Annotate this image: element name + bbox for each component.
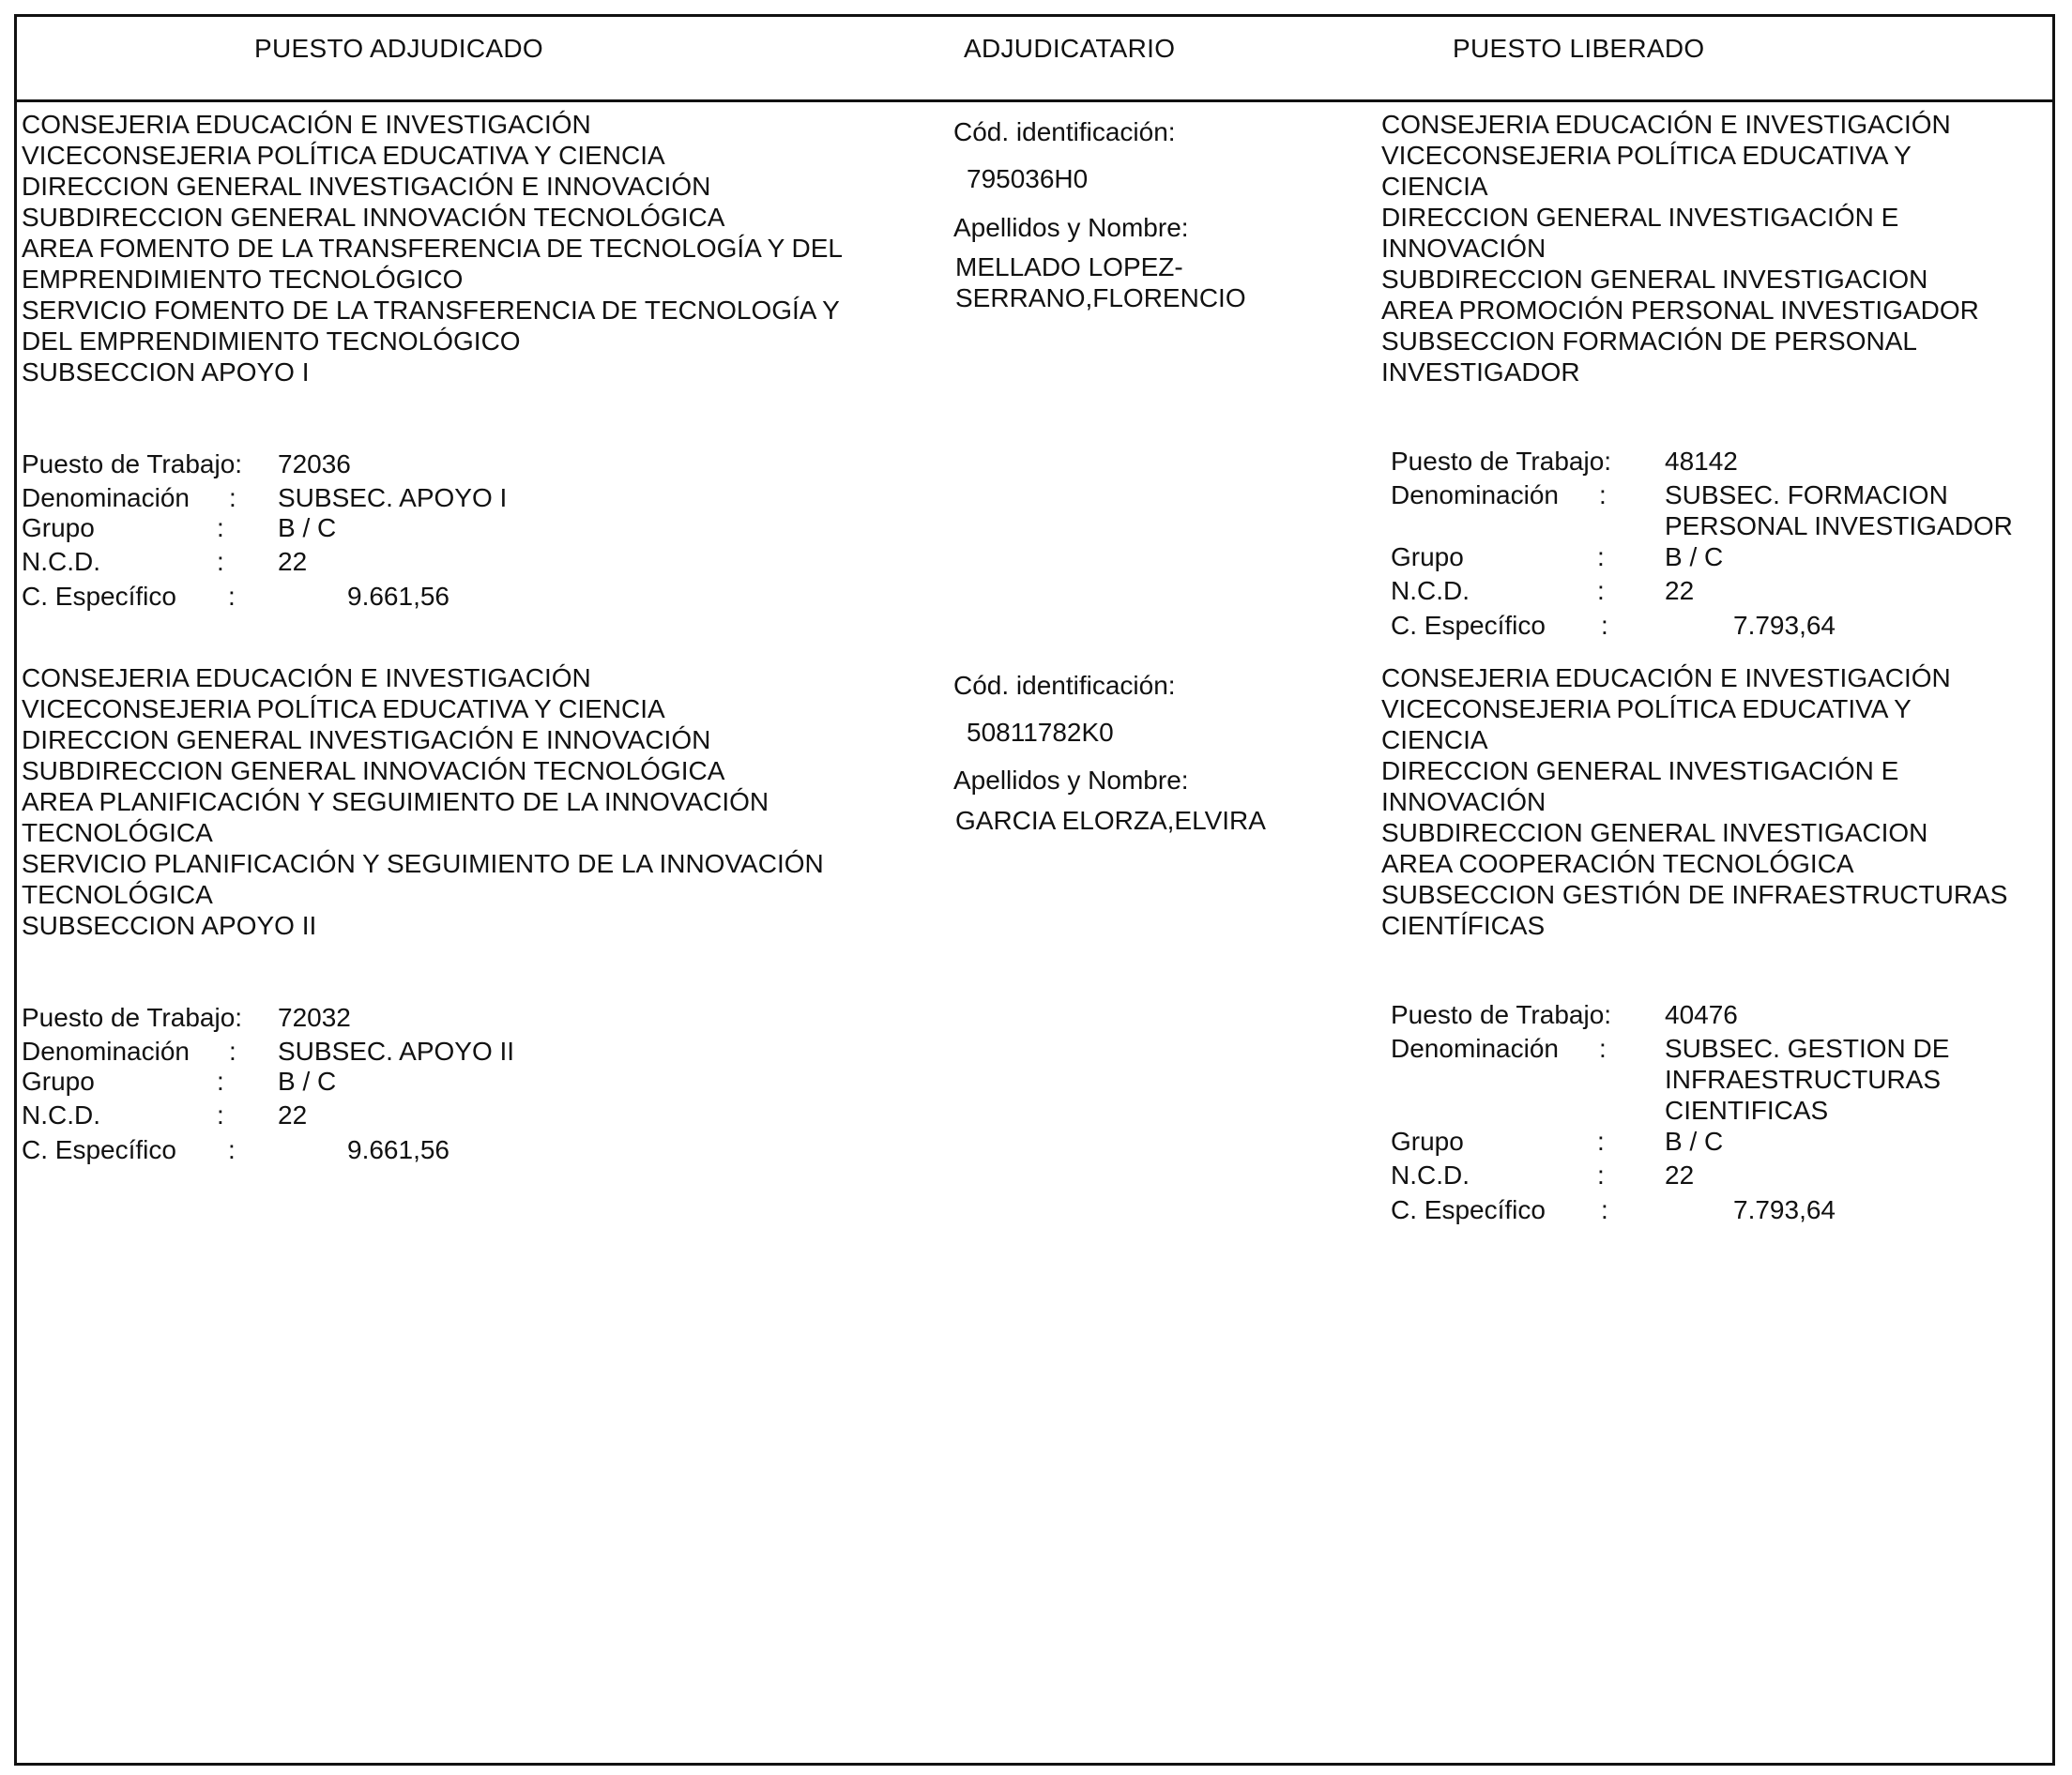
entry1-adjudicado-fields <box>22 448 585 617</box>
c-especifico-value: 9.661,56 <box>347 582 449 611</box>
header-divider <box>14 99 2055 102</box>
org-line: CONSEJERIA EDUCACIÓN E INVESTIGACIÓN <box>22 663 591 692</box>
grupo-label: Grupo <box>22 1067 95 1096</box>
puesto-trabajo-label: Puesto de Trabajo: <box>1391 1000 1612 1029</box>
entry2-cod-label: Cód. identificación: <box>953 671 1176 700</box>
org-line: SUBSECCION FORMACIÓN DE PERSONAL <box>1381 326 1917 356</box>
ncd-label: N.C.D. <box>22 1100 100 1130</box>
org-line: DIRECCION GENERAL INVESTIGACIÓN E <box>1381 203 1899 232</box>
org-line: SUBDIRECCION GENERAL INVESTIGACION <box>1381 818 1928 847</box>
colon: : <box>217 1100 224 1130</box>
c-especifico-label: C. Específico <box>1391 1195 1546 1224</box>
entry2-liberado-org <box>1381 662 2007 941</box>
denominacion-value-line: SUBSEC. GESTION DE <box>1665 1034 1950 1063</box>
nombre-line: GARCIA ELORZA,ELVIRA <box>955 806 1266 835</box>
org-line: DIRECCION GENERAL INVESTIGACIÓN E INNOVACIÓN <box>22 725 711 754</box>
ncd-value: 22 <box>278 1100 308 1130</box>
colon: : <box>1599 480 1607 509</box>
puesto-trabajo-value: 72032 <box>278 1003 351 1032</box>
org-line: VICECONSEJERIA POLÍTICA EDUCATIVA Y <box>1381 694 1912 723</box>
org-line: TECNOLÓGICA <box>22 818 213 847</box>
org-line: CIENTÍFICAS <box>1381 911 1546 940</box>
entry1-liberado-org <box>1381 109 1979 387</box>
org-line: DIRECCION GENERAL INVESTIGACIÓN E <box>1381 756 1899 785</box>
colon: : <box>228 582 236 611</box>
org-line: CONSEJERIA EDUCACIÓN E INVESTIGACIÓN <box>22 110 591 139</box>
org-line: TECNOLÓGICA <box>22 880 213 909</box>
entry1-liberado-fields <box>1391 446 2048 652</box>
puesto-trabajo-value: 40476 <box>1665 1000 1738 1029</box>
denominacion-label: Denominación <box>1391 480 1559 509</box>
header-adjudicatario: ADJUDICATARIO <box>964 34 1176 63</box>
puesto-trabajo-value: 72036 <box>278 449 351 478</box>
colon: : <box>217 1067 224 1096</box>
denominacion-label: Denominación <box>22 1037 190 1066</box>
denominacion-value-line: INFRAESTRUCTURAS <box>1665 1065 1942 1094</box>
org-line: INNOVACIÓN <box>1381 787 1546 816</box>
ncd-label: N.C.D. <box>1391 1161 1470 1190</box>
header-puesto-adjudicado: PUESTO ADJUDICADO <box>254 34 543 63</box>
denominacion-value-line: CIENTIFICAS <box>1665 1096 1829 1125</box>
org-line: SUBDIRECCION GENERAL INNOVACIÓN TECNOLÓGICA <box>22 203 725 232</box>
org-line: VICECONSEJERIA POLÍTICA EDUCATIVA Y <box>1381 141 1912 170</box>
grupo-label: Grupo <box>1391 542 1464 571</box>
org-line: CIENCIA <box>1381 172 1488 201</box>
c-especifico-label: C. Específico <box>1391 611 1546 640</box>
org-line: SUBDIRECCION GENERAL INVESTIGACION <box>1381 265 1928 294</box>
ncd-label: N.C.D. <box>22 547 100 576</box>
entry1-cod-label: Cód. identificación: <box>953 117 1176 146</box>
c-especifico-value: 7.793,64 <box>1733 611 1836 640</box>
colon: : <box>229 1037 236 1066</box>
denominacion-label: Denominación <box>22 483 190 512</box>
entry2-adjudicado-fields <box>22 1002 585 1171</box>
org-line: SERVICIO FOMENTO DE LA TRANSFERENCIA DE TECNOLOGÍA Y <box>22 296 840 325</box>
c-especifico-label: C. Específico <box>22 1135 176 1164</box>
colon: : <box>1597 1161 1605 1190</box>
c-especifico-label: C. Específico <box>22 582 176 611</box>
ncd-value: 22 <box>1665 576 1695 605</box>
c-especifico-value: 9.661,56 <box>347 1135 449 1164</box>
ncd-value: 22 <box>1665 1161 1695 1190</box>
org-line: DIRECCION GENERAL INVESTIGACIÓN E INNOVACIÓN <box>22 172 711 201</box>
org-line: SUBSECCION GESTIÓN DE INFRAESTRUCTURAS <box>1381 880 2008 909</box>
org-line: SUBDIRECCION GENERAL INNOVACIÓN TECNOLÓGICA <box>22 756 725 785</box>
colon: : <box>217 547 224 576</box>
colon: : <box>1597 1127 1605 1156</box>
entry2-apellidos-label: Apellidos y Nombre: <box>953 766 1189 795</box>
colon: : <box>1601 611 1608 640</box>
puesto-trabajo-label: Puesto de Trabajo: <box>22 1003 243 1032</box>
grupo-label: Grupo <box>22 513 95 542</box>
org-line: AREA PLANIFICACIÓN Y SEGUIMIENTO DE LA INNOVACIÓN <box>22 787 769 816</box>
entry2-adjudicado-org <box>22 662 824 941</box>
ncd-value: 22 <box>278 547 308 576</box>
colon: : <box>1597 542 1605 571</box>
puesto-trabajo-label: Puesto de Trabajo: <box>22 449 243 478</box>
denominacion-value-line: SUBSEC. FORMACION <box>1665 480 1948 509</box>
entry1-nombre <box>955 251 1246 313</box>
entry2-liberado-fields <box>1391 999 2048 1243</box>
org-line: AREA COOPERACIÓN TECNOLÓGICA <box>1381 849 1854 878</box>
org-line: SUBSECCION APOYO I <box>22 357 310 387</box>
org-line: CONSEJERIA EDUCACIÓN E INVESTIGACIÓN <box>1381 110 1951 139</box>
colon: : <box>1599 1034 1607 1063</box>
org-line: EMPRENDIMIENTO TECNOLÓGICO <box>22 265 464 294</box>
grupo-label: Grupo <box>1391 1127 1464 1156</box>
org-line: VICECONSEJERIA POLÍTICA EDUCATIVA Y CIENCIA <box>22 141 665 170</box>
puesto-trabajo-value: 48142 <box>1665 447 1738 476</box>
entry2-nombre <box>955 805 1266 836</box>
nombre-line: MELLADO LOPEZ- <box>955 252 1183 281</box>
org-line: DEL EMPRENDIMIENTO TECNOLÓGICO <box>22 326 521 356</box>
nombre-line: SERRANO,FLORENCIO <box>955 283 1246 312</box>
ncd-label: N.C.D. <box>1391 576 1470 605</box>
denominacion-value: SUBSEC. APOYO I <box>278 483 508 512</box>
org-line: AREA FOMENTO DE LA TRANSFERENCIA DE TECNOLOGÍA Y DEL <box>22 234 843 263</box>
header-puesto-liberado: PUESTO LIBERADO <box>1453 34 1705 63</box>
grupo-value: B / C <box>1665 1127 1724 1156</box>
entry1-cod-value: 795036H0 <box>967 164 1089 193</box>
colon: : <box>217 513 224 542</box>
colon: : <box>228 1135 236 1164</box>
org-line: VICECONSEJERIA POLÍTICA EDUCATIVA Y CIENCIA <box>22 694 665 723</box>
colon: : <box>229 483 236 512</box>
c-especifico-value: 7.793,64 <box>1733 1195 1836 1224</box>
entry2-cod-value: 50811782K0 <box>967 718 1114 747</box>
org-line: AREA PROMOCIÓN PERSONAL INVESTIGADOR <box>1381 296 1979 325</box>
org-line: CONSEJERIA EDUCACIÓN E INVESTIGACIÓN <box>1381 663 1951 692</box>
denominacion-label: Denominación <box>1391 1034 1559 1063</box>
org-line: SERVICIO PLANIFICACIÓN Y SEGUIMIENTO DE LA INNOVACIÓN <box>22 849 824 878</box>
org-line: INVESTIGADOR <box>1381 357 1580 387</box>
entry1-adjudicado-org <box>22 109 843 387</box>
org-line: SUBSECCION APOYO II <box>22 911 317 940</box>
org-line: INNOVACIÓN <box>1381 234 1546 263</box>
grupo-value: B / C <box>1665 542 1724 571</box>
grupo-value: B / C <box>278 1067 337 1096</box>
denominacion-value: SUBSEC. APOYO II <box>278 1037 515 1066</box>
colon: : <box>1597 576 1605 605</box>
grupo-value: B / C <box>278 513 337 542</box>
org-line: CIENCIA <box>1381 725 1488 754</box>
entry1-apellidos-label: Apellidos y Nombre: <box>953 213 1189 242</box>
colon: : <box>1601 1195 1608 1224</box>
puesto-trabajo-label: Puesto de Trabajo: <box>1391 447 1612 476</box>
denominacion-value-line: PERSONAL INVESTIGADOR <box>1665 511 2013 540</box>
